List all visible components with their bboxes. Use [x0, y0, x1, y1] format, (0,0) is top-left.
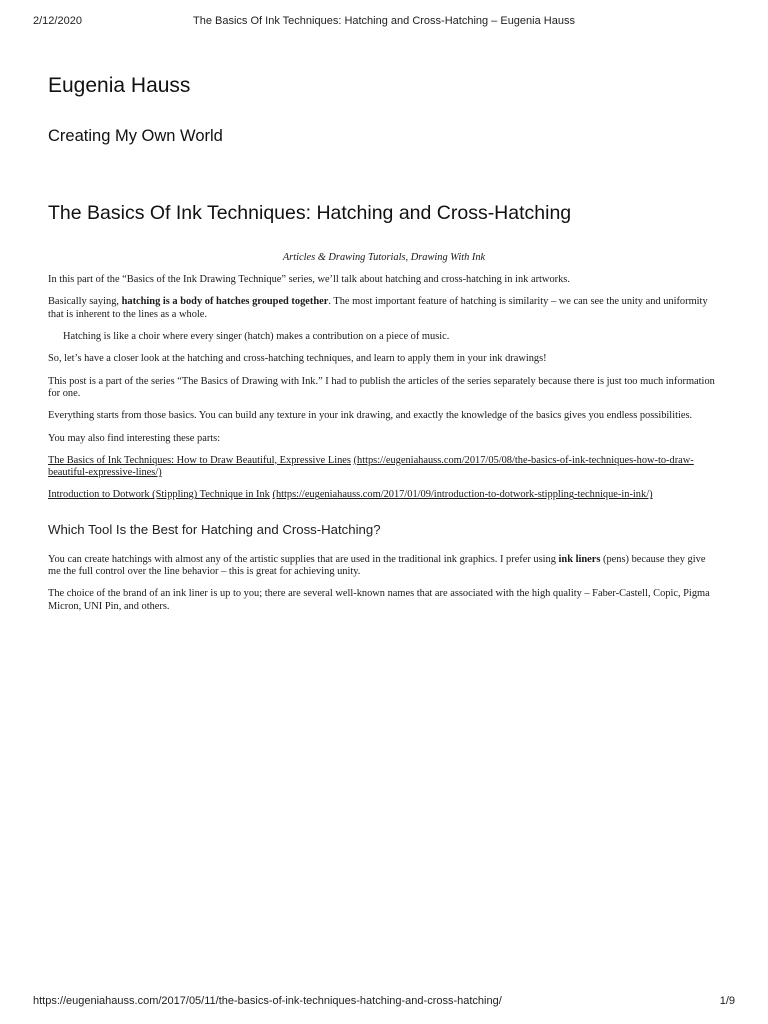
related-link-dotwork [48, 489, 720, 502]
section-heading-tools: Which Tool Is the Best for Hatching and Cross-Hatching? [48, 522, 381, 538]
blockquote: Hatching is like a choir where every singer (hatch) makes a contribution on a piece of music. [63, 331, 450, 343]
text-span: You can create hatchings with almost any of the artistic supplies that are used in the traditional ink graphics. I prefer using [48, 553, 559, 565]
text-span: Basically saying, [48, 296, 122, 308]
link-dotwork[interactable]: Introduction to Dotwork (Stippling) Technique in Ink [48, 489, 270, 501]
post-categories[interactable]: Articles & Drawing Tutorials, Drawing With Ink [282, 252, 486, 263]
print-date: 2/12/2020 [33, 15, 82, 27]
print-page-number: 1/9 [719, 995, 735, 1007]
paragraph-brands: The choice of the brand of an ink liner is up to you; there are several well-known names that are associated with the high quality – Faber-Castell, Copic, Pigma Micron, UNI Pin, and others. [48, 588, 710, 613]
paragraph-intro: In this part of the “Basics of the Ink Drawing Technique” series, we’ll talk about hatching and cross-hatching in ink artworks. [48, 274, 570, 286]
text-span: . The most important feature of hatching is similarity – we can see the unity and uniformity that is inherent to the lines as a whole. [48, 296, 708, 320]
paragraph-closer-look: So, let’s have a closer look at the hatching and cross-hatching techniques, and learn to apply them in your ink drawings! [48, 353, 547, 365]
bold-text: ink liners [558, 553, 601, 565]
paragraph-basics: Everything starts from those basics. You can build any texture in your ink drawing, and exactly the knowledge of the basics gives you endless possibilities. [48, 410, 693, 422]
link-dotwork-url[interactable]: (https://eugeniahauss.com/2017/01/09/introduction-to-dotwork-stippling-technique-in-ink/) [272, 489, 653, 501]
link-expressive-lines[interactable]: The Basics of Ink Techniques: How to Draw Beautiful, Expressive Lines [48, 454, 351, 466]
paragraph-series-note: This post is a part of the series “The Basics of Drawing with Ink.” I had to publish the articles of the series separately because there is just too much information for one. [48, 375, 715, 400]
paragraph-also-find: You may also find interesting these parts: [48, 432, 221, 444]
paragraph-hatching-definition [48, 296, 720, 321]
post-title: The Basics Of Ink Techniques: Hatching and Cross-Hatching [48, 202, 572, 224]
text-span: (pens) because they give me the full control over the line behavior – this is great for achieving unity. [48, 553, 706, 578]
site-title[interactable]: Eugenia Hauss [48, 74, 191, 97]
print-url: https://eugeniahauss.com/2017/05/11/the-basics-of-ink-techniques-hatching-and-cross-hatching/ [33, 995, 502, 1007]
link-expressive-lines-url[interactable]: (https://eugeniahauss.com/2017/05/08/the-basics-of-ink-techniques-how-to-draw-beautiful-expressive-lines/) [48, 454, 694, 479]
site-tagline: Creating My Own World [48, 127, 223, 145]
related-link-lines [48, 455, 720, 480]
bold-text: hatching is a body of hatches grouped together [121, 296, 329, 308]
post-content [48, 252, 720, 623]
paragraph-ink-liners [48, 554, 720, 579]
print-page-title: The Basics Of Ink Techniques: Hatching and Cross-Hatching – Eugenia Hauss [193, 15, 575, 27]
